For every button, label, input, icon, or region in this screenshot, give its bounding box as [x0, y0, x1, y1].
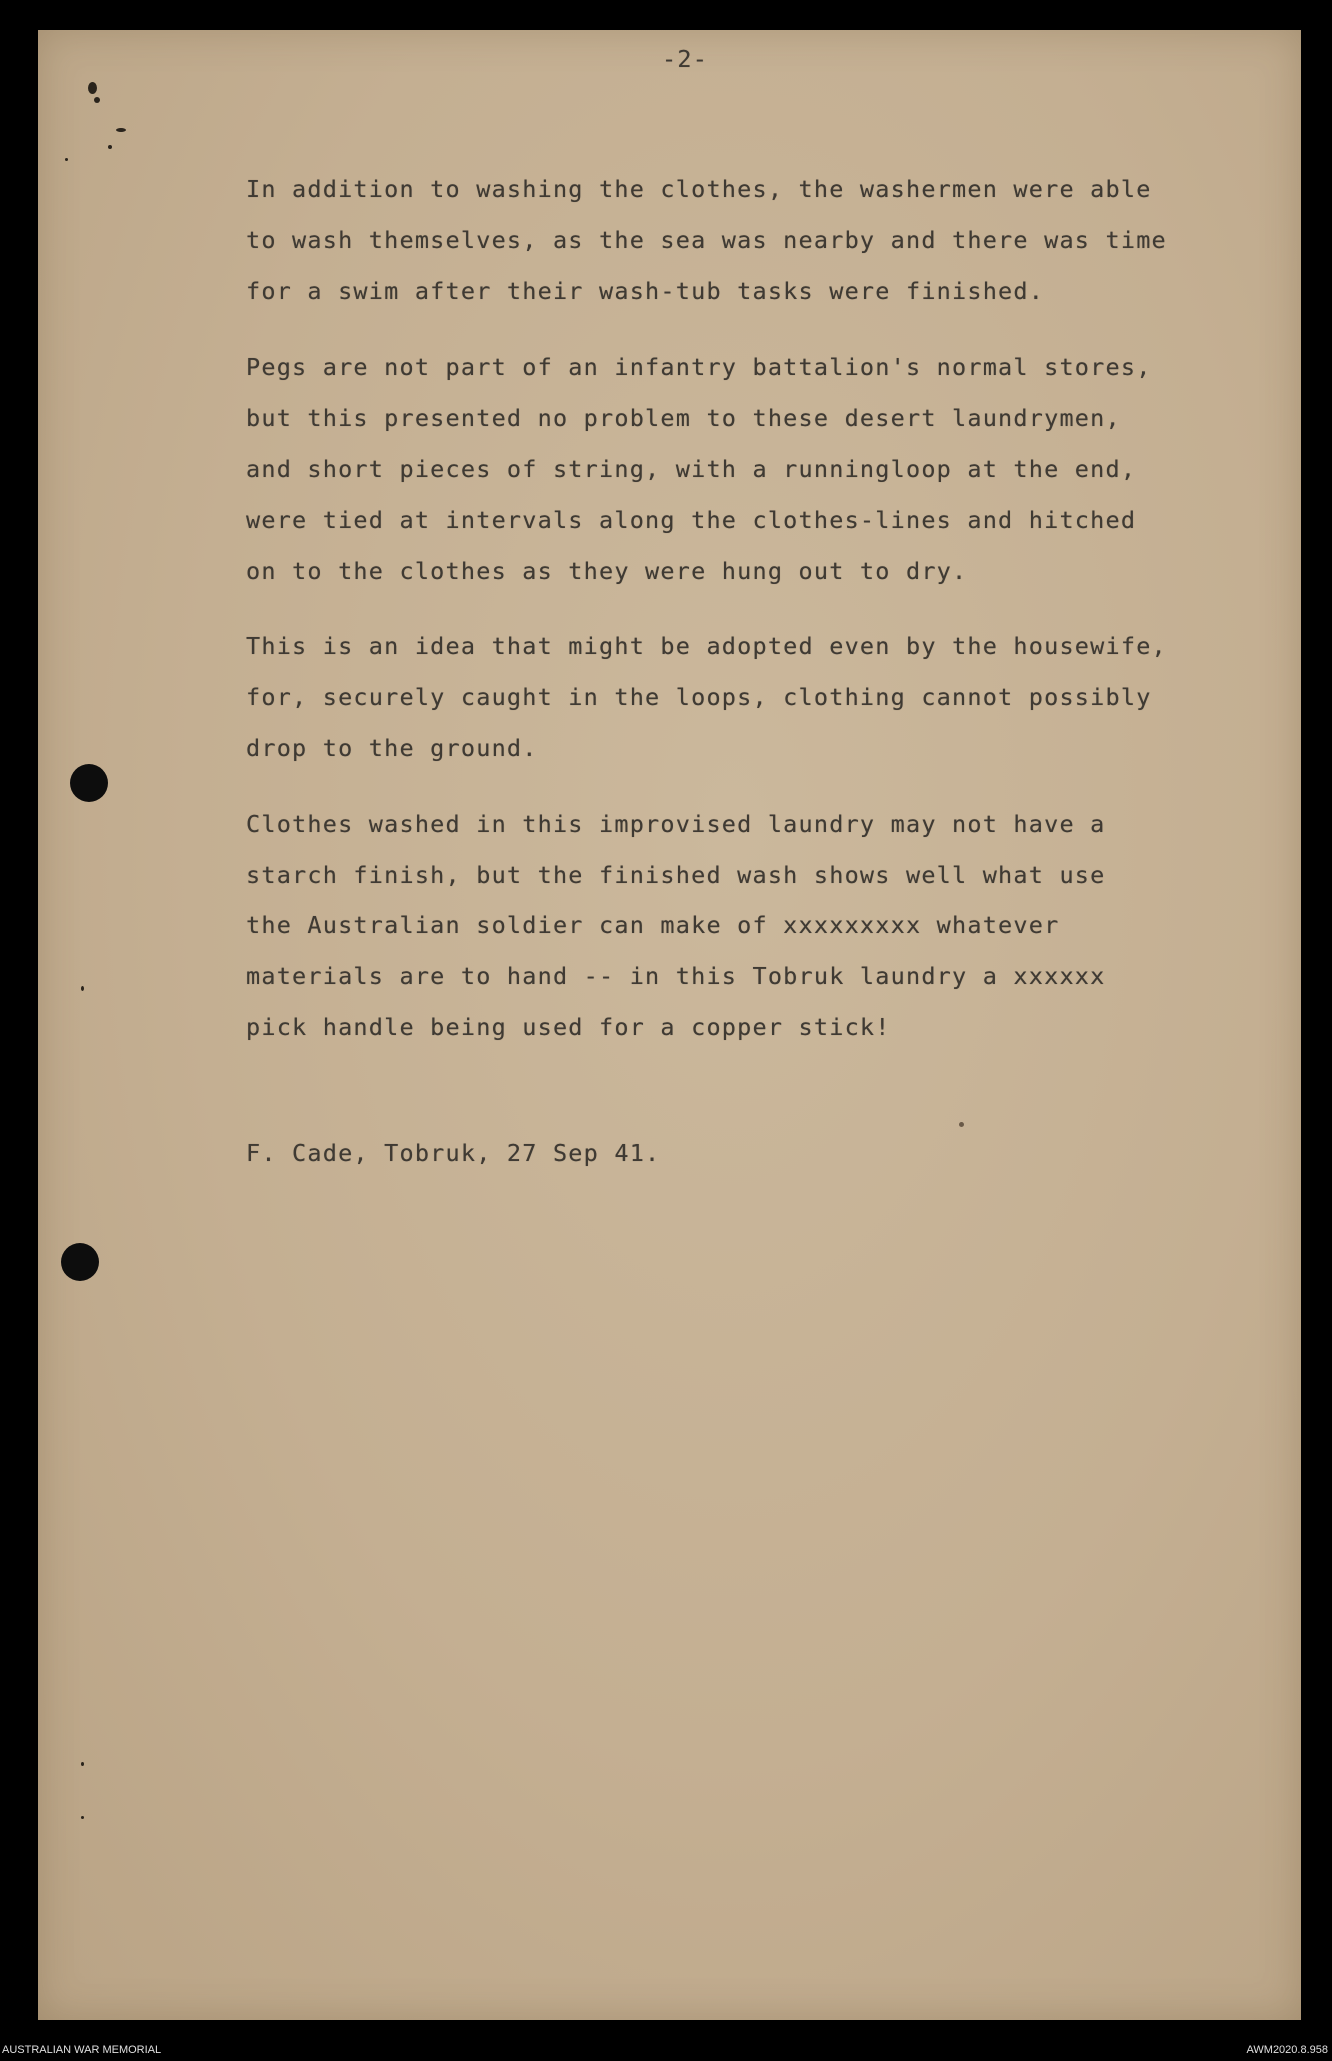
ink-speck: [959, 1122, 964, 1127]
footer-credit: AUSTRALIAN WAR MEMORIAL: [2, 2044, 162, 2056]
text-line: were tied at intervals along the clothes-lines and hitched: [246, 506, 1137, 534]
text-line: the Australian soldier can make of xxxxxxxxx whatever: [246, 911, 1060, 939]
punch-hole-top: [70, 764, 108, 802]
text-line: Pegs are not part of an infantry battalion's normal stores,: [246, 353, 1152, 381]
text-line: drop to the ground.: [246, 734, 538, 762]
document-page: [38, 30, 1301, 2020]
punch-hole-bottom: [61, 1243, 99, 1281]
ink-speck: [81, 986, 84, 991]
ink-speck: [81, 1816, 84, 1819]
text-line: but this presented no problem to these desert laundrymen,: [246, 404, 1121, 432]
page-number: -2-: [662, 45, 709, 73]
text-line: and short pieces of string, with a runningloop at the end,: [246, 455, 1137, 483]
text-line: to wash themselves, as the sea was nearby and there was time: [246, 226, 1167, 254]
footer-accession-number: AWM2020.8.958: [1246, 2044, 1328, 2056]
text-line: This is an idea that might be adopted even by the housewife,: [246, 632, 1167, 660]
text-line: for, securely caught in the loops, clothing cannot possibly: [246, 683, 1152, 711]
text-line: materials are to hand -- in this Tobruk laundry a xxxxxx: [246, 962, 1106, 990]
text-line: pick handle being used for a copper stick!: [246, 1013, 891, 1041]
text-line: starch finish, but the finished wash shows well what use: [246, 861, 1106, 889]
text-line: Clothes washed in this improvised laundry may not have a: [246, 810, 1106, 838]
ink-speck: [94, 97, 100, 103]
text-line: In addition to washing the clothes, the washermen were able: [246, 175, 1152, 203]
ink-speck: [65, 158, 68, 161]
ink-speck: [108, 145, 112, 149]
ink-speck: [116, 128, 126, 132]
ink-speck: [81, 1762, 84, 1766]
text-line: for a swim after their wash-tub tasks were finished.: [246, 277, 1045, 305]
ink-speck: [88, 82, 97, 94]
text-line: on to the clothes as they were hung out to dry.: [246, 557, 968, 585]
author-date-line: F. Cade, Tobruk, 27 Sep 41.: [246, 1139, 661, 1167]
